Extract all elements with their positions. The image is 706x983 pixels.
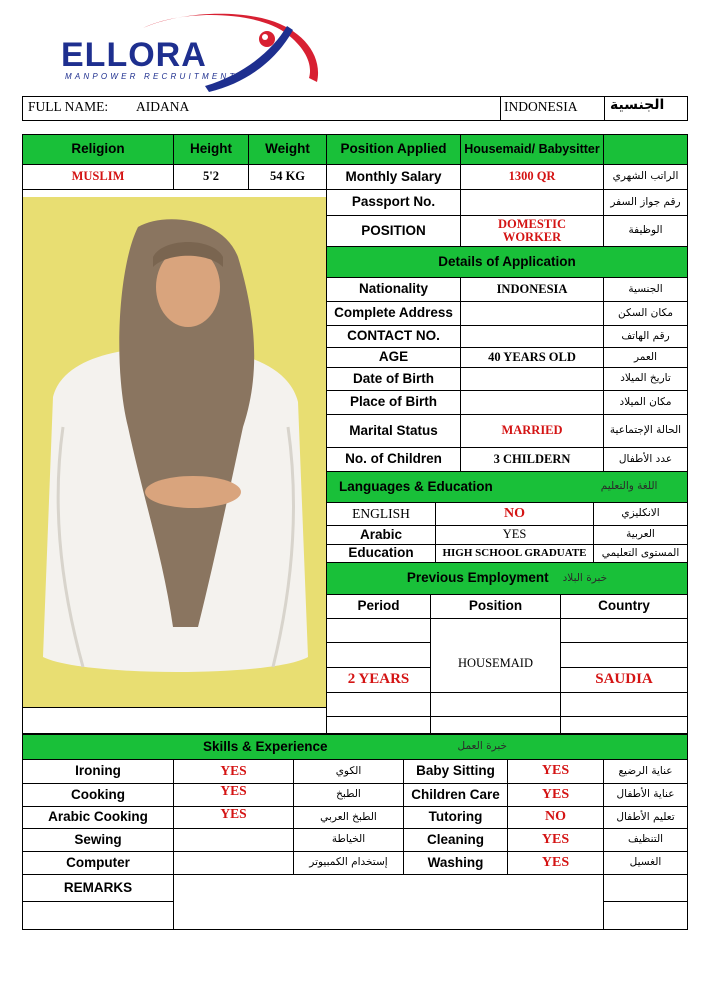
details-value-5 — [461, 391, 604, 415]
previous-country-row4 — [561, 693, 688, 717]
skill-left-value-1: YES — [174, 784, 294, 807]
remarks-label: REMARKS — [23, 875, 174, 902]
previous-position-row4 — [431, 693, 561, 717]
details-ar-5: مكان الميلاد — [604, 391, 688, 415]
details-label-5: Place of Birth — [327, 391, 461, 415]
remarks-right-bottom — [604, 902, 688, 930]
header-frame — [22, 96, 688, 121]
details-ar-0: الجنسية — [604, 278, 688, 302]
language-label-1: Arabic — [327, 526, 436, 545]
applicant-photo — [23, 197, 326, 707]
skill-left-value-3 — [174, 829, 294, 852]
details-value-2 — [461, 326, 604, 348]
position-applied-header: Position Applied — [327, 135, 461, 165]
skill-right-ar-2: تعليم الأطفال — [604, 807, 688, 829]
remarks-value — [174, 875, 604, 930]
skills-title-ar: خبرة العمل — [457, 740, 508, 753]
details-title: Details of Application — [327, 247, 688, 278]
language-value-2: HIGH SCHOOL GRADUATE — [436, 545, 594, 563]
previous-header-country: Country — [561, 595, 688, 619]
position-applied-value: Housemaid/ Babysitter — [461, 135, 604, 165]
skill-left-label-2: Arabic Cooking — [23, 807, 174, 829]
language-ar-2: المستوى التعليمي — [594, 545, 688, 563]
skill-left-ar-4: إستخدام الكمبيوتر — [294, 852, 404, 875]
details-label-4: Date of Birth — [327, 368, 461, 391]
skill-right-value-1: YES — [508, 784, 604, 807]
previous-country-row2 — [561, 643, 688, 668]
full-name-value: AIDANA — [136, 99, 190, 114]
previous-title-text: Previous Employment — [406, 570, 549, 586]
religion-header: Religion — [23, 135, 174, 165]
weight-header: Weight — [249, 135, 327, 165]
skill-right-value-2: NO — [508, 807, 604, 829]
position-applied-blank — [604, 135, 688, 165]
skill-left-ar-3: الخياطة — [294, 829, 404, 852]
previous-country-row5 — [561, 717, 688, 734]
skill-right-label-0: Baby Sitting — [404, 760, 508, 784]
skill-left-ar-0: الكوي — [294, 760, 404, 784]
details-ar-4: تاريخ الميلاد — [604, 368, 688, 391]
languages-title — [327, 472, 688, 503]
religion-value: MUSLIM — [23, 165, 174, 190]
salary-ar: الراتب الشهري — [604, 165, 688, 190]
details-value-1 — [461, 302, 604, 326]
details-value-6: MARRIED — [461, 415, 604, 448]
weight-value: 54 KG — [249, 165, 327, 190]
details-ar-1: مكان السكن — [604, 302, 688, 326]
details-label-3: AGE — [327, 348, 461, 368]
height-value: 5'2 — [174, 165, 249, 190]
passport-value — [461, 190, 604, 216]
previous-period-row4 — [327, 693, 431, 717]
logo-brand-text: ELLORA — [61, 36, 207, 74]
details-ar-3: العمر — [604, 348, 688, 368]
remarks-right-top — [604, 875, 688, 902]
previous-period-row5 — [327, 717, 431, 734]
skill-left-value-2: YES — [174, 807, 294, 829]
company-logo — [55, 12, 325, 94]
skill-right-label-4: Washing — [404, 852, 508, 875]
position-ar: الوظيفة — [604, 216, 688, 247]
languages-title-text: Languages & Education — [339, 478, 493, 494]
skill-left-label-4: Computer — [23, 852, 174, 875]
skill-right-ar-4: الغسيل — [604, 852, 688, 875]
details-value-4 — [461, 368, 604, 391]
language-value-0: NO — [436, 503, 594, 526]
details-ar-7: عدد الأطفال — [604, 448, 688, 472]
previous-position-row5 — [431, 717, 561, 734]
details-value-3: 40 YEARS OLD — [461, 348, 604, 368]
details-label-1: Complete Address — [327, 302, 461, 326]
details-ar-2: رقم الهاتف — [604, 326, 688, 348]
details-value-7: 3 CHILDERN — [461, 448, 604, 472]
previous-period-row1 — [327, 619, 431, 643]
previous-country-value: SAUDIA — [561, 668, 688, 693]
skill-right-value-4: YES — [508, 852, 604, 875]
header-nationality-value: INDONESIA — [504, 99, 578, 114]
full-name-label: FULL NAME: — [28, 99, 109, 114]
languages-title-ar: اللغة والتعليم — [600, 480, 658, 493]
details-label-6: Marital Status — [327, 415, 461, 448]
previous-position-value: HOUSEMAID — [431, 619, 561, 693]
skill-left-value-0: YES — [174, 760, 294, 784]
skill-left-label-1: Cooking — [23, 784, 174, 807]
skills-title — [23, 735, 688, 760]
previous-country-row1 — [561, 619, 688, 643]
skills-title-text: Skills & Experience — [202, 738, 328, 754]
details-label-0: Nationality — [327, 278, 461, 302]
skill-left-value-4 — [174, 852, 294, 875]
position-label: POSITION — [327, 216, 461, 247]
header-nationality-ar: الجنسية — [610, 97, 665, 113]
skill-right-label-1: Children Care — [404, 784, 508, 807]
skill-right-ar-0: عناية الرضيع — [604, 760, 688, 784]
previous-period-row2 — [327, 643, 431, 668]
skill-left-label-0: Ironing — [23, 760, 174, 784]
skill-right-label-3: Cleaning — [404, 829, 508, 852]
language-ar-0: الانكليزي — [594, 503, 688, 526]
skill-left-ar-1: الطبخ — [294, 784, 404, 807]
skill-right-value-3: YES — [508, 829, 604, 852]
skill-right-label-2: Tutoring — [404, 807, 508, 829]
skill-right-value-0: YES — [508, 760, 604, 784]
details-label-7: No. of Children — [327, 448, 461, 472]
previous-header-period: Period — [327, 595, 431, 619]
passport-label: Passport No. — [327, 190, 461, 216]
previous-title-ar: خبرة البلاد — [562, 571, 608, 584]
details-ar-6: الحالة الإجتماعية — [604, 415, 688, 448]
previous-header-position: Position — [431, 595, 561, 619]
skill-right-ar-3: التنظيف — [604, 829, 688, 852]
height-header: Height — [174, 135, 249, 165]
language-label-2: Education — [327, 545, 436, 563]
language-value-1: YES — [436, 526, 594, 545]
remarks-blank-left — [23, 902, 174, 930]
language-ar-1: العربية — [594, 526, 688, 545]
language-label-0: ENGLISH — [327, 503, 436, 526]
skill-right-ar-1: عناية الأطفال — [604, 784, 688, 807]
skill-left-ar-2: الطبخ العربي — [294, 807, 404, 829]
logo-tagline: MANPOWER RECRUITMENT — [65, 72, 238, 81]
applicant-photo-figure — [23, 197, 326, 707]
skill-left-label-3: Sewing — [23, 829, 174, 852]
previous-title — [327, 563, 688, 595]
position-value: DOMESTIC WORKER — [461, 216, 604, 247]
passport-ar: رقم جواز السفر — [604, 190, 688, 216]
details-value-0: INDONESIA — [461, 278, 604, 302]
salary-label: Monthly Salary — [327, 165, 461, 190]
previous-period-value: 2 YEARS — [327, 668, 431, 693]
salary-value: 1300 QR — [461, 165, 604, 190]
details-label-2: CONTACT NO. — [327, 326, 461, 348]
